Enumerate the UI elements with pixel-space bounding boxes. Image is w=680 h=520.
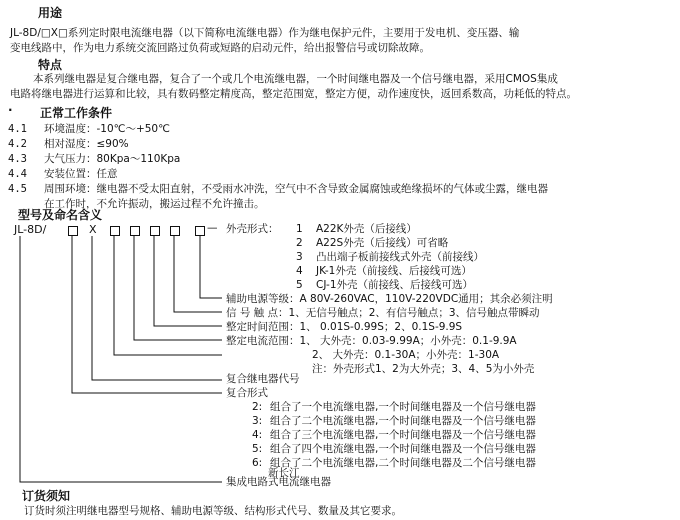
- signal-contact: 信 号 触 点：1、无信号触点；2、有信号触点；3、信号触点带瞬动: [226, 307, 540, 319]
- case-label: 外壳形式：: [226, 223, 279, 235]
- order-heading: 订货须知: [22, 489, 71, 503]
- composite-text: 组合了三个电流继电器,一个时间继电器及一个信号继电器: [270, 429, 536, 441]
- case-text: CJ-1外壳（前接线、后接线可选）: [316, 279, 474, 291]
- connector-line: [114, 236, 222, 355]
- connector-line: [20, 236, 222, 482]
- relay-code: 复合继电器代号: [226, 373, 300, 385]
- case-num: 5: [296, 279, 303, 291]
- connector-line: [200, 236, 222, 298]
- condition-num: 4.5: [8, 183, 27, 195]
- case-num: 1: [296, 223, 303, 235]
- composite-text: 组合了二个电流继电器,一个时间继电器及一个信号继电器: [270, 415, 536, 427]
- composite-num: 2:: [252, 401, 263, 413]
- composite-num: 5:: [252, 443, 263, 455]
- composite-num: 4:: [252, 429, 263, 441]
- case-text: A22S外壳（后接线）可省略: [316, 237, 449, 249]
- case-text: A22K外壳（后接线）: [316, 223, 417, 235]
- model-prefix: JL-8D/: [14, 223, 47, 236]
- current-range-2: 2、 大外壳：0.1-30A；小外壳：1-30A: [312, 349, 500, 361]
- case-num: 2: [296, 237, 303, 249]
- usage-line-2: 变电线路中，作为电力系统交流回路过负荷或短路的启动元件，给出报警信号或切除故障。: [10, 42, 430, 54]
- condition-text: 安装位置：任意: [44, 168, 118, 180]
- time-range: 整定时间范围：1、 0.01S-0.99S；2、0.1S-9.9S: [226, 321, 463, 333]
- conditions-heading: 正常工作条件: [40, 106, 113, 120]
- usage-line-1: JL-8D/□X□系列定时限电流继电器（以下简称电流继电器）作为继电保护元件，主要用于发电机、变压器、输: [10, 27, 520, 39]
- condition-text: 周围环境：继电器不受太阳直射，不受雨水冲洗，空气中不含导致金属腐蚀或绝缘损坏的气体或尘露，继电器: [44, 183, 548, 195]
- model-dash: —: [207, 222, 218, 234]
- case-text: JK-1外壳（前接线、后接线可选）: [316, 265, 472, 277]
- case-note: 注：外壳形式1、2为大外壳；3、4、5为小外壳: [312, 363, 535, 375]
- model-heading: 型号及命名含义: [18, 208, 103, 222]
- model-x: X: [89, 223, 97, 236]
- composite-text: 组合了二个电流继电器,二个时间继电器及二个信号继电器: [270, 457, 536, 469]
- maker-name: 新长江: [268, 467, 300, 479]
- condition-num: 4.1: [8, 123, 27, 135]
- usage-heading: 用途: [38, 6, 63, 20]
- composite-form: 复合形式: [226, 387, 268, 399]
- composite-text: 组合了四个电流继电器,一个时间继电器及一个信号继电器: [270, 443, 536, 455]
- conditions-mark: ·: [8, 103, 13, 117]
- composite-num: 3:: [252, 415, 263, 427]
- condition-text: 环境温度：-10℃～+50℃: [44, 123, 170, 135]
- condition-text: 大气压力：80Kpa～110Kpa: [44, 153, 181, 165]
- connector-line: [134, 236, 222, 340]
- integrated-relay: 集成电路式电流继电器: [226, 476, 331, 488]
- order-text: 订货时须注明继电器型号规格、辅助电源等级、结构形式代号、数量及其它要求。: [24, 505, 402, 517]
- case-text: 凸出端子板前接线式外壳（前接线）: [316, 251, 484, 263]
- connector-line: [174, 236, 222, 312]
- features-line-1: 本系列继电器是复合继电器，复合了一个或几个电流继电器，一个时间继电器及一个信号继电器，采用CMOS集成: [33, 73, 558, 85]
- case-num: 3: [296, 251, 303, 263]
- condition-num: 4.2: [8, 138, 27, 150]
- features-heading: 特点: [38, 58, 63, 72]
- composite-text: 组合了一个电流继电器,一个时间继电器及一个信号继电器: [270, 401, 536, 413]
- composite-num: 6:: [252, 457, 263, 469]
- condition-text: 相对湿度：≤90%: [44, 138, 129, 150]
- condition-num: 4.4: [8, 168, 27, 180]
- features-line-2: 电路将继电器进行运算和比较，具有数码整定精度高，整定范围宽，整定方便，动作速度快，返回系数高，功耗低的特点。: [10, 88, 577, 100]
- current-range-1: 整定电流范围：1、 大外壳：0.03-9.99A；小外壳：0.1-9.9A: [226, 335, 517, 347]
- connector-line: [92, 236, 222, 380]
- case-num: 4: [296, 265, 303, 277]
- condition-text-cont: 在工作时，不允许振动，搬运过程不允许撞击。: [44, 198, 265, 210]
- condition-num: 4.3: [8, 153, 27, 165]
- aux-power: 辅助电源等级：A 80V-260VAC，110V-220VDC通用；其余必须注明: [226, 293, 553, 305]
